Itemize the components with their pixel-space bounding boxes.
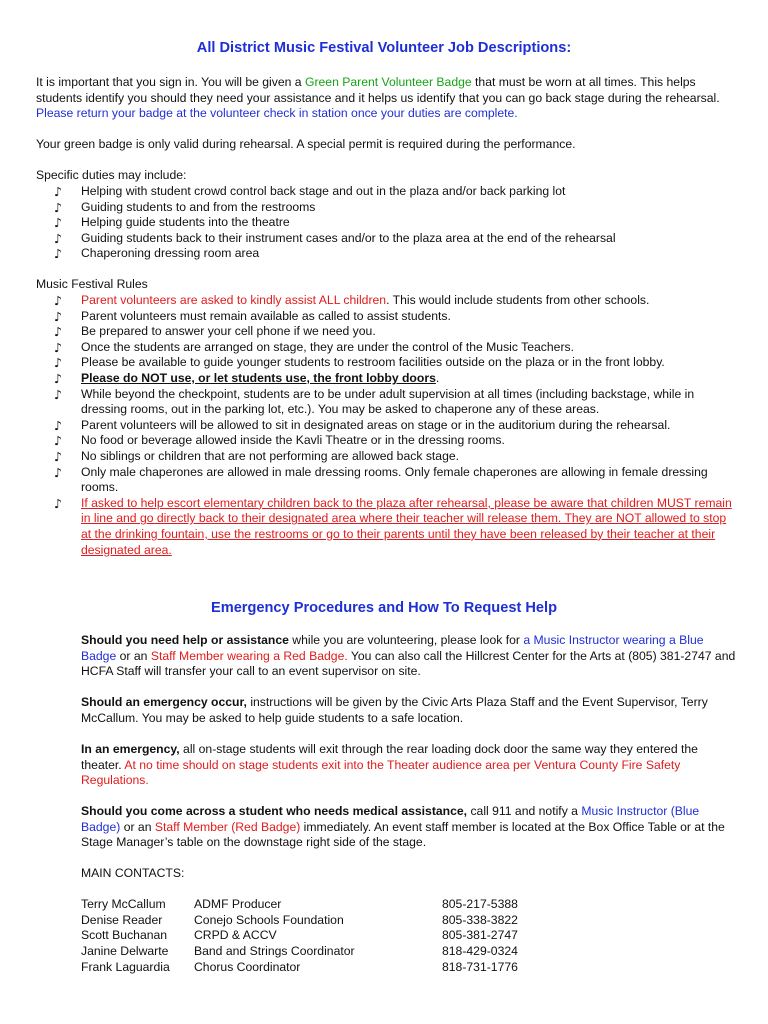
contact-role: Band and Strings Coordinator (194, 944, 355, 959)
blue-badge-text: Music Instructor (Blue Badge) (81, 804, 700, 834)
list-item (36, 293, 736, 309)
contact-phone: 805-338-3822 (442, 912, 518, 927)
music-note-icon: ♪ (54, 464, 62, 480)
list-item (36, 324, 736, 340)
music-note-icon: ♪ (54, 448, 62, 464)
badge-validity-paragraph: Your green badge is only valid during rehearsal. A special permit is required during the performance. (36, 137, 576, 151)
contacts-table (81, 897, 542, 976)
music-note-icon: ♪ (54, 355, 62, 371)
contact-phone: 805-381-2747 (442, 928, 518, 943)
list-item-text: Guiding students to and from the restrooms (81, 199, 316, 214)
contact-name: Janine Delwarte (81, 944, 169, 959)
medical-paragraph (81, 804, 741, 851)
help-lead: Should you need help or assistance (81, 633, 289, 647)
escort-warning-text: If asked to help escort elementary children back to the plaza after rehearsal, please be aware that children MUST remain in line and go directly back to their designated area where their teacher will release them. They are NOT allowed to stop at the drinking fountain, use the restrooms or go to their parents until they have been released by their teacher at their designated area. (81, 495, 732, 557)
list-item (36, 340, 736, 356)
contact-name: Frank Laguardia (81, 959, 170, 974)
music-note-icon: ♪ (54, 308, 62, 324)
rules-list (36, 293, 736, 558)
music-note-icon: ♪ (54, 324, 62, 340)
music-note-icon: ♪ (54, 417, 62, 433)
emergency-title: Emergency Procedures and How To Request Help (210, 600, 557, 616)
red-badge-text: Staff Member (Red Badge) (154, 819, 301, 834)
contact-role: Chorus Coordinator (194, 959, 301, 974)
list-item (36, 309, 736, 325)
return-badge-text: Please return your badge at the volunteer check in station once your duties are complete. (36, 106, 518, 121)
table-row (81, 913, 542, 929)
music-note-icon: ♪ (54, 495, 62, 511)
duties-heading: Specific duties may include: (36, 168, 187, 182)
list-item (36, 231, 736, 247)
paragraph-text: or an (116, 648, 151, 663)
paragraph-text: or an (120, 819, 155, 834)
contacts-heading: MAIN CONTACTS: (81, 866, 185, 880)
intro-text-cont: that must be worn at all times. This helps students identify you should they need your assistance and it helps us identify that you can go back stage during the rehearsal. (36, 75, 720, 105)
blue-badge-text: a Music Instructor wearing a Blue Badge (81, 633, 704, 663)
list-item-text: Be prepared to answer your cell phone if we need you. (81, 324, 376, 339)
list-item (36, 465, 736, 496)
list-item-text: Once the students are arranged on stage, they are under the control of the Music Teachers. (81, 339, 574, 354)
music-note-icon: ♪ (54, 370, 62, 386)
list-item (36, 496, 736, 558)
list-item (36, 371, 736, 387)
fire-safety-text: At no time should on stage students exit into the Theater audience area per Ventura County Fire Safety Regulations. (81, 757, 681, 788)
in-emergency-lead: In an emergency, (81, 742, 180, 756)
list-item (36, 355, 736, 371)
music-note-icon: ♪ (54, 230, 62, 246)
green-badge-text: Green Parent Volunteer Badge (304, 75, 472, 89)
help-paragraph (81, 633, 741, 680)
table-row (81, 944, 542, 960)
list-item (36, 215, 736, 231)
contact-role: Conejo Schools Foundation (194, 912, 344, 927)
contact-phone: 818-731-1776 (442, 959, 518, 974)
contact-name: Terry McCallum (81, 897, 166, 911)
list-item-text: No food or beverage allowed inside the Kavli Theatre or in the dressing rooms. (81, 433, 505, 448)
list-item (36, 246, 736, 262)
contact-phone: 818-429-0324 (442, 944, 518, 959)
list-item (36, 418, 736, 434)
duties-list (36, 184, 736, 262)
list-item (36, 433, 736, 449)
music-note-icon: ♪ (54, 184, 62, 199)
table-row (81, 897, 542, 913)
list-item-text: Please be available to guide younger students to restroom facilities outside on the plaza or in the front lobby. (81, 355, 665, 370)
medical-lead: Should you come across a student who needs medical assistance, (81, 804, 468, 818)
list-item (36, 449, 736, 465)
list-item-text: Guiding students back to their instrument cases and/or to the plaza area at the end of the rehearsal (81, 230, 616, 245)
contact-phone: 805-217-5388 (442, 897, 518, 911)
red-badge-text: Staff Member wearing a Red Badge. (150, 648, 348, 663)
list-item-text: Chaperoning dressing room area (81, 246, 260, 261)
contact-name: Denise Reader (81, 912, 163, 927)
list-item-text: Helping with student crowd control back stage and out in the plaza and/or back parking lot (81, 184, 566, 198)
list-item-text: While beyond the checkpoint, students are to be under adult supervision at all times (including backstage, while in dressing rooms, out in the parking lot, etc.). You may be asked to chaperone any of these areas. (81, 386, 695, 417)
table-row (81, 928, 542, 944)
emergency-lead: Should an emergency occur, (81, 695, 247, 709)
list-item (36, 200, 736, 216)
music-note-icon: ♪ (54, 293, 62, 308)
music-note-icon: ♪ (54, 199, 62, 215)
contact-role: CRPD & ACCV (194, 928, 277, 943)
paragraph-text: call 911 and notify a (467, 804, 582, 818)
list-item-text: Parent volunteers will be allowed to sit in designated areas on stage or in the auditorium during the rehearsal. (81, 417, 671, 432)
paragraph-text: while you are volunteering, please look for (288, 633, 524, 647)
lobby-doors-warning: Please do NOT use, or let students use, the front lobby doors (81, 370, 436, 385)
paragraph-text: instructions will be given by the Civic Arts Plaza Staff and the Event Supervisor, Terry McCallum. You may be asked to help guide students to a safe location. (81, 695, 708, 725)
music-note-icon: ♪ (54, 215, 62, 231)
list-item-text: . (435, 370, 440, 385)
list-item-text: Only male chaperones are allowed in male dressing rooms. Only female chaperones are allowing in female dressing rooms. (81, 464, 708, 495)
paragraph-text: You can also call the Hillcrest Center for the Arts at (805) 381-2747 and HCFA Staff will transfer your call to an event supervisor on site. (81, 648, 736, 679)
paragraph-text: immediately. An event staff member is located at the Box Office Table or at the Stage Manager’s table on the downstage right side of the stage. (81, 819, 725, 850)
rule-highlight-text: Parent volunteers are asked to kindly assist ALL children (81, 293, 387, 307)
music-note-icon: ♪ (54, 433, 62, 449)
music-note-icon: ♪ (54, 386, 62, 402)
page-title: All District Music Festival Volunteer Job Descriptions: (196, 40, 572, 56)
list-item-text: Parent volunteers must remain available as called to assist students. (81, 308, 451, 323)
list-item-text: . This would include students from other schools. (386, 293, 650, 307)
list-item-text: No siblings or children that are not performing are allowed back stage. (81, 448, 460, 463)
list-item (36, 387, 736, 418)
emergency-occur-paragraph (81, 695, 741, 726)
music-note-icon: ♪ (54, 246, 62, 262)
rules-heading: Music Festival Rules (36, 277, 148, 291)
intro-paragraph (36, 75, 736, 122)
contact-role: ADMF Producer (194, 897, 282, 911)
table-row (81, 960, 542, 976)
in-emergency-paragraph (81, 742, 741, 789)
intro-text: It is important that you sign in. You will be given a (36, 75, 305, 89)
list-item (36, 184, 736, 200)
list-item-text: Helping guide students into the theatre (81, 215, 290, 230)
paragraph-text: all on-stage students will exit through the rear loading dock door the same way they entered the theater. (81, 742, 698, 772)
music-note-icon: ♪ (54, 339, 62, 355)
contact-name: Scott Buchanan (81, 928, 168, 943)
